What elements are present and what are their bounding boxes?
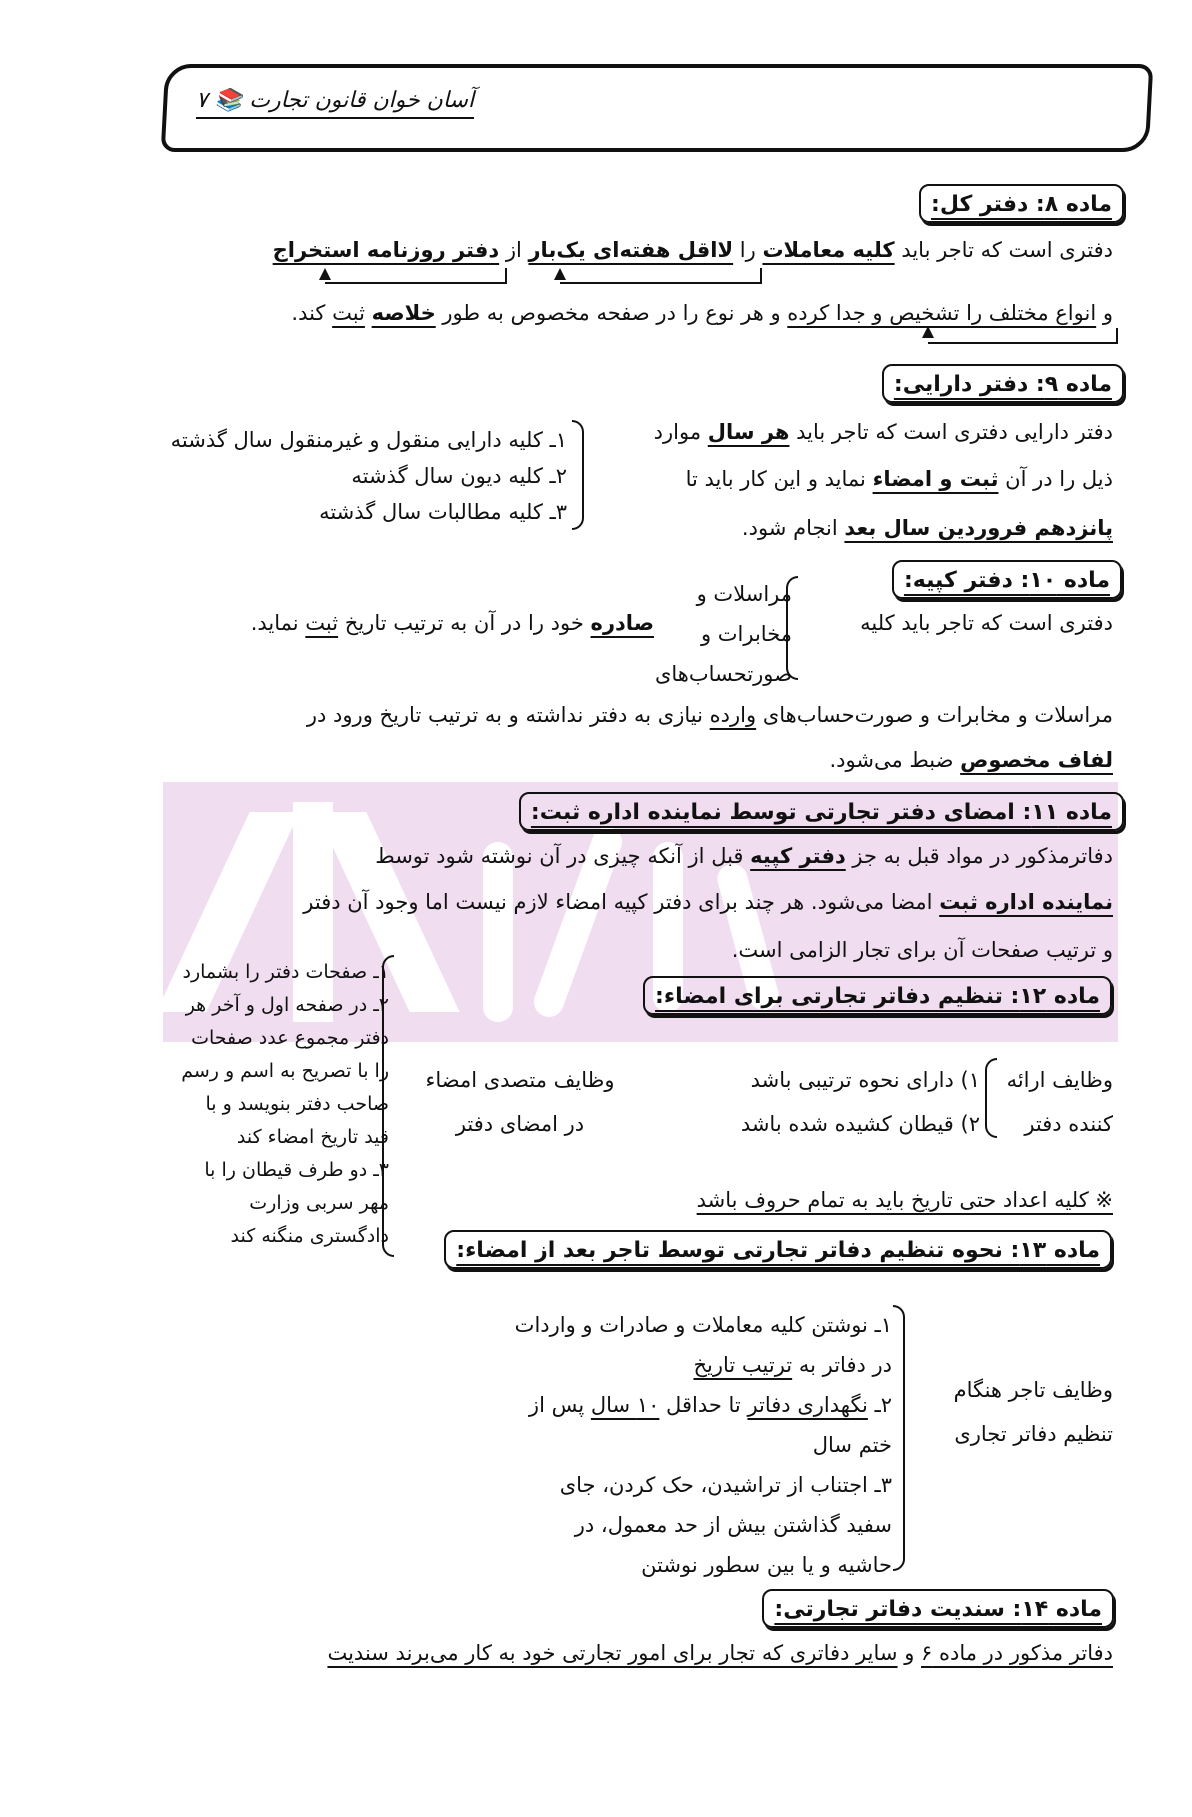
article-12-items bbox=[741, 1058, 980, 1146]
connector-arrow bbox=[560, 268, 762, 284]
emphasized-text: لااقل هفته‌ای یک‌بار bbox=[528, 238, 734, 262]
running-header bbox=[196, 88, 474, 119]
text-segment: در دفاتر به bbox=[792, 1353, 892, 1377]
heading-text: ماده ۱۱: امضای دفتر تجارتی توسط نماینده اداره ثبت: bbox=[530, 800, 1112, 825]
text-segment: حاشیه و یا بین سطور نوشتن bbox=[641, 1553, 892, 1577]
list-line bbox=[515, 1305, 892, 1345]
list-item: قید تاریخ امضاء کند bbox=[236, 1126, 389, 1148]
text-segment: موارد bbox=[653, 420, 708, 444]
article-11-line-2 bbox=[303, 892, 1113, 913]
text-segment: ۳ـ اجتناب از تراشیدن، حک کردن، جای bbox=[559, 1473, 892, 1497]
text-segment: دفاتر مذکور در ماده ۶ bbox=[921, 1641, 1113, 1665]
list-item: ۳ـ دو طرف قیطان را با bbox=[204, 1159, 389, 1181]
list-line bbox=[515, 1545, 892, 1585]
label-line: کننده دفتر bbox=[1024, 1112, 1113, 1136]
label-line: وظایف تاجر هنگام bbox=[953, 1378, 1113, 1402]
arrow-up-icon bbox=[554, 268, 566, 280]
text-segment: کند. bbox=[291, 301, 333, 325]
emphasized-text: پانزدهم فروردین سال بعد bbox=[844, 516, 1113, 540]
list-item: مراسلات و bbox=[696, 582, 792, 606]
text-segment: و ترتیب صفحات آن برای تجار الزامی است. bbox=[731, 938, 1113, 962]
text-segment: انواع مختلف را تشخیص و جدا کرده bbox=[787, 301, 1097, 325]
article-14-line-1 bbox=[327, 1643, 1113, 1664]
list-item: ۱ـ صفحات دفتر را بشمارد bbox=[182, 961, 389, 983]
text-segment: سفید گذاشتن بیش از حد معمول، در bbox=[574, 1513, 892, 1537]
article-8-heading bbox=[919, 184, 1124, 223]
arrow-up-icon bbox=[319, 268, 331, 280]
page-number: ۷ bbox=[196, 88, 208, 113]
article-11-line-1 bbox=[375, 846, 1113, 867]
article-13-label bbox=[954, 1368, 1113, 1456]
article-11-line-3 bbox=[732, 940, 1113, 961]
label-line: وظایف متصدی امضاء bbox=[425, 1068, 615, 1092]
text-segment: انجام شود. bbox=[741, 516, 845, 540]
article-10-list bbox=[655, 574, 792, 694]
list-item: ۳ـ کلیه مطالبات سال گذشته bbox=[319, 500, 567, 524]
article-10-pre: دفتری است که تاجر باید کلیه bbox=[860, 611, 1113, 635]
text-segment: ختم سال bbox=[812, 1433, 892, 1457]
brace bbox=[893, 1305, 905, 1571]
list-item: ۱ـ کلیه دارایی منقول و غیرمنقول سال گذشته bbox=[170, 428, 567, 452]
emphasized-text: خلاصه bbox=[371, 301, 436, 325]
list-line bbox=[515, 1385, 892, 1425]
article-14-heading bbox=[762, 1589, 1114, 1628]
list-line bbox=[515, 1345, 892, 1385]
article-8-line-2 bbox=[291, 303, 1113, 324]
list-line bbox=[515, 1425, 892, 1465]
heading-text: ماده ۱۰: دفتر کپیه: bbox=[903, 568, 1110, 593]
text-segment: را bbox=[733, 238, 763, 262]
text-segment: تا حداقل bbox=[659, 1393, 748, 1417]
article-12-mid bbox=[405, 1058, 635, 1146]
text-segment: ضبط می‌شود. bbox=[829, 748, 961, 772]
brace bbox=[572, 420, 584, 530]
article-12-signing-duties bbox=[181, 956, 389, 1253]
label-line: تنظیم دفاتر تجاری bbox=[954, 1422, 1113, 1446]
header-title: آسان خوان قانون تجارت bbox=[249, 88, 475, 113]
text-segment: و هر نوع را در صفحه مخصوص به طور bbox=[435, 301, 788, 325]
text-segment: خود را در آن به ترتیب تاریخ bbox=[338, 611, 591, 635]
article-10-para-1 bbox=[307, 705, 1113, 726]
article-9-line-1 bbox=[654, 422, 1113, 443]
article-10-para-2 bbox=[829, 750, 1113, 771]
emphasized-text: کلیه معاملات bbox=[762, 238, 895, 262]
text-segment bbox=[365, 301, 372, 325]
text-segment: ترتیب تاریخ bbox=[693, 1353, 793, 1377]
text-segment: از bbox=[499, 238, 529, 262]
list-item: صاحب دفتر بنویسد و با bbox=[205, 1093, 389, 1115]
text-segment: نماید و این کار باید تا bbox=[685, 467, 873, 491]
article-13-heading bbox=[444, 1230, 1112, 1269]
list-item: ۲) قیطان کشیده شده باشد bbox=[740, 1112, 980, 1136]
arrow-up-icon bbox=[922, 326, 934, 338]
text-segment: قبل از آنکه چیزی در آن نوشته شود توسط bbox=[375, 844, 751, 868]
article-9-line-3 bbox=[742, 518, 1113, 539]
text-segment: مراسلات و مخابرات و صورت‌حساب‌های bbox=[756, 703, 1113, 727]
heading-text: ماده ۱۳: نحوه تنظیم دفاتر تجارتی توسط تاجر بعد از امضاء: bbox=[456, 1238, 1100, 1263]
article-11-heading bbox=[519, 792, 1124, 831]
list-line bbox=[515, 1465, 892, 1505]
text-segment: نماید. bbox=[250, 611, 306, 635]
heading-text: ماده ۱۲: تنظیم دفاتر تجارتی برای امضاء: bbox=[655, 984, 1100, 1009]
text-segment: دفتر دارایی دفتری است که تاجر باید bbox=[789, 420, 1113, 444]
emphasized-text: هر سال bbox=[707, 420, 790, 444]
text-segment: نیازی به دفتر نداشته و به ترتیب تاریخ ورود در bbox=[306, 703, 710, 727]
text-segment: و bbox=[1096, 301, 1113, 325]
text-segment: ۲ـ bbox=[867, 1393, 892, 1417]
article-8-line-1 bbox=[273, 240, 1113, 261]
heading-text: ماده ۱۴: سندیت دفاتر تجارتی: bbox=[774, 1597, 1102, 1622]
connector-arrow bbox=[928, 328, 1118, 344]
text-segment: ۱ـ نوشتن کلیه معاملات و صادرات و واردات bbox=[514, 1313, 892, 1337]
article-12-label bbox=[1007, 1058, 1113, 1146]
article-13-list bbox=[515, 1305, 892, 1585]
heading-text: ماده ۸: دفتر کل: bbox=[931, 192, 1112, 217]
text-segment: ثبت bbox=[305, 611, 339, 635]
connector-arrow bbox=[325, 268, 507, 284]
article-9-list bbox=[171, 422, 567, 530]
text-segment: دفاترمذکور در مواد قبل به جز bbox=[845, 844, 1113, 868]
list-item: مهر سربی وزارت bbox=[249, 1192, 389, 1214]
emphasized-text: دفتر کپیه bbox=[750, 844, 846, 868]
article-10-post bbox=[251, 613, 654, 634]
list-item: مخابرات و bbox=[700, 622, 792, 646]
article-10-heading bbox=[892, 560, 1122, 599]
label-line: در امضای دفتر bbox=[455, 1112, 585, 1136]
heading-text: ماده ۹: دفتر دارایی: bbox=[893, 372, 1112, 397]
list-item: را با تصریح به اسم و رسم bbox=[181, 1060, 389, 1082]
text-segment: امضا می‌شود. هر چند برای دفتر کپیه امضاء لازم نیست اما وجود آن دفتر bbox=[303, 890, 940, 914]
text-segment: ذیل را در آن bbox=[998, 467, 1113, 491]
article-12-heading bbox=[643, 976, 1112, 1015]
brace bbox=[985, 1058, 997, 1138]
list-item: ۲ـ کلیه دیون سال گذشته bbox=[351, 464, 567, 488]
list-line bbox=[515, 1505, 892, 1545]
text-segment: دفتری است که تاجر باید bbox=[894, 238, 1113, 262]
emphasized-text: صادره bbox=[590, 611, 654, 635]
text-segment: وارده bbox=[709, 703, 757, 727]
emphasized-text: ثبت و امضاء bbox=[872, 467, 999, 491]
emphasized-text: دفتر روزنامه استخراج bbox=[272, 238, 500, 262]
list-item: ۲ـ در صفحه اول و آخر هر bbox=[185, 994, 389, 1016]
text-segment: پس از bbox=[528, 1393, 591, 1417]
label-line: وظایف ارائه bbox=[1006, 1068, 1113, 1092]
article-9-heading bbox=[882, 364, 1124, 403]
text-segment: و bbox=[897, 1641, 922, 1665]
article-9-line-2 bbox=[686, 469, 1113, 490]
emphasized-text: نماینده اداره ثبت bbox=[939, 890, 1113, 914]
list-item: دادگستری منگنه کند bbox=[230, 1225, 389, 1247]
text-segment: ۱۰ سال bbox=[590, 1393, 660, 1417]
list-item: صورتحساب‌های bbox=[654, 662, 792, 686]
list-item: دفتر مجموع عدد صفحات bbox=[191, 1027, 389, 1049]
text-segment: ثبت bbox=[332, 301, 365, 325]
emphasized-text: لفاف مخصوص bbox=[960, 748, 1113, 772]
book-icon: 📚 bbox=[214, 88, 243, 113]
list-item: ۱) دارای نحوه ترتیبی باشد bbox=[750, 1068, 980, 1092]
article-12-note: ※ کلیه اعداد حتی تاریخ باید به تمام حروف باشد bbox=[696, 1188, 1113, 1212]
text-segment: سایر دفاتری که تجار برای امور تجارتی خود به کار می‌برند سندیت bbox=[327, 1641, 898, 1665]
text-segment: نگهداری دفاتر bbox=[747, 1393, 868, 1417]
